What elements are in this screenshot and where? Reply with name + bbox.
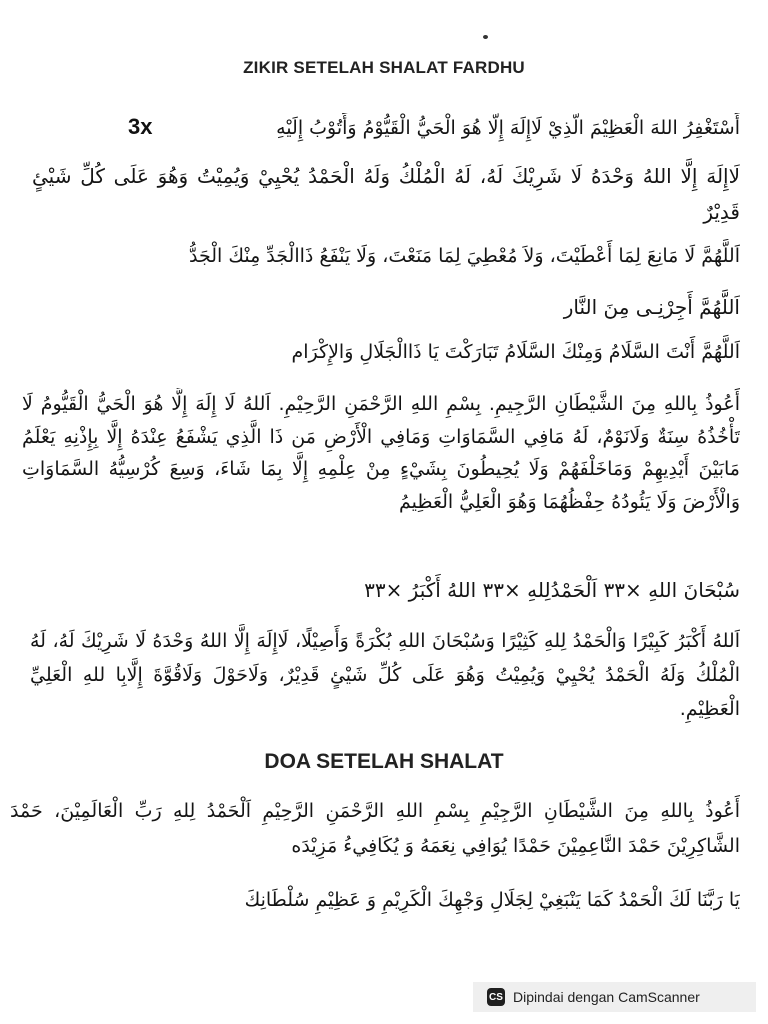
tasbih-text: سُبْحَانَ اللهِ ×٣٣ اَلْحَمْدُلِلهِ ×٣٣ اللهُ أَكْبَرُ ×٣٣ — [364, 578, 740, 602]
istighfar-count: 3x — [128, 114, 153, 139]
tahlil-text: لَاإِلَهَ إِلَّا اللهُ وَحْدَهُ لَا شَرِيْكَ لَهُ، لَهُ الْمُلْكُ وَلَهُ الْحَمْدُ يُحْيِيْ وَيُمِيْتُ وَهُوَ عَلَى كُلِّ شَيْئٍ قَدِيْرٌ — [32, 164, 740, 224]
doa-opening-text: أَعُوذُ بِاللهِ مِنَ الشَّيْطَانِ الرَّجِيْمِ بِسْمِ اللهِ الرَّحْمَنِ الرَّحِيْمِ اَلْحَمْدُ لِلهِ رَبِّ الْعَالَمِيْنَ، حَمْدَ الشَّاكِرِيْنَ حَمْدَ النَّاعِمِيْنَ حَمْدًا يُوَافِي نِعَمَهُ وَ يُكَافِيءُ مَزِيْدَه — [10, 800, 740, 857]
scan-speck — [483, 35, 488, 39]
camscanner-logo-icon: CS — [487, 988, 505, 1006]
takbir-text: اَللهُ أَكْبَرُ كَبِيْرًا وَالْحَمْدُ لِلهِ كَثِيْرًا وَسُبْحَانَ اللهِ بُكْرَةً وَأَصِيْلًا، لَاإِلَهَ إِلَّا اللهُ وَحْدَهُ لَا شَرِيْكَ لَهُ، لَهُ الْمُلْكُ وَلَهُ الْحَمْدُ يُحْيِيْ وَيُمِيْتُ وَهُوَ عَلَى كُلِّ شَيْئٍ قَدِيْرٌ، وَلَاحَوْلَ وَلَاقُوَّةَ إِلَّابِا للهِ الْعَلِيِّ الْعَظِيْمِ. — [30, 630, 740, 720]
doa-title: DOA SETELAH SHALAT — [264, 750, 504, 773]
istighfar-text: أَسْتَغْفِرُ اللهَ الْعَظِيْمَ الَّذِيْ لَاإِلَهَ إِلَّا هُوَ الْحَيُّ الْقَيُّوْمُ وَأَتُوْبُ إِلَيْهِ — [276, 117, 740, 139]
ajirni-text: اَللَّهُمَّ أَجِرْنِـى مِنَ النَّار — [563, 295, 740, 319]
la-mani-text: اَللَّهُمَّ لَا مَانِعَ لِمَا أَعْطَيْتَ، وَلاَ مُعْطِيَ لِمَا مَنَعْتَ، وَلَا يَنْفَعُ ذَاالْجَدِّ مِنْكَ الْجَدُّ — [189, 245, 740, 267]
doa-rabbana-text: يَا رَبَّنَا لَكَ الْحَمْدُ كَمَا يَنْبَغِيْ لِجَلَالِ وَجْهِكَ الْكَرِيْمِ وَ عَظِيْمِ سُلْطَانِكَ — [244, 889, 740, 911]
zikir-title: ZIKIR SETELAH SHALAT FARDHU — [243, 58, 525, 77]
ayat-kursi-text: أَعُوذُ بِاللهِ مِنَ الشَّيْطَانِ الرَّجِيمِ. بِسْمِ اللهِ الرَّحْمَنِ الرَّحِيْمِ. اَللهُ لَا إِلَهَ إِلَّا هُوَ الْحَيُّ الْقَيُّومُ لَا تَأْخُذُهُ سِنَةٌ وَلَانَوْمٌ، لَهُ مَافِي السَّمَاوَاتِ وَمَافِي الْأَرْضِ مَن ذَا الَّذِي يَشْفَعُ عِنْدَهُ إِلَّا بِإِذْنِهِ يَعْلَمُ مَابَيْنَ أَيْدِيهِمْ وَمَاخَلْفَهُمْ وَلَا يُحِيطُونَ بِشَيْءٍ مِنْ عِلْمِهِ إِلَّا بِمَا شَاءَ، وَسِعَ كُرْسِيُّهُ السَّمَاوَاتِ وَالْأَرْضَ وَلَا يَئُودُهُ حِفْظُهُمَا وَهُوَ الْعَلِيُّ الْعَظِيمُ — [22, 393, 740, 513]
camscanner-label: Dipindai dengan CamScanner — [513, 989, 700, 1005]
antas-salam-text: اَللَّهُمَّ أَنْتَ السَّلَامُ وَمِنْكَ السَّلَامُ تَبَارَكْتَ يَا ذَاالْجَلَالِ وَالإِكْرَام — [291, 341, 740, 363]
camscanner-watermark — [473, 982, 756, 1012]
